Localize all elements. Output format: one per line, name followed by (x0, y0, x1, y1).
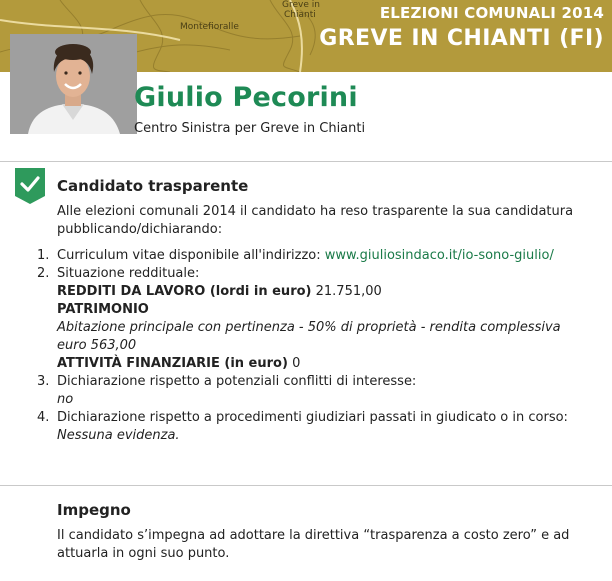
conflict-value: no (57, 392, 74, 407)
election-label: ELEZIONI COMUNALI 2014 (379, 4, 604, 22)
transparency-title: Candidato trasparente (57, 177, 249, 195)
map-label-montefioralle: Montefioralle (180, 22, 239, 32)
work-income-row (57, 283, 577, 301)
assets-detail: Abitazione principale con pertinenza - 50% di proprietà - rendita complessiva euro 563,00 (57, 320, 561, 353)
avatar (10, 34, 137, 134)
work-income-label: REDDITI DA LAVORO (lordi in euro) (57, 284, 312, 299)
cv-label: Curriculum vitae disponibile all'indirizzo: (57, 248, 321, 263)
commitment-section (57, 501, 577, 563)
map-label-greve: Greve in (282, 0, 320, 10)
judicial-label: Dichiarazione rispetto a procedimenti giudiziari passati in giudicato o in corso: (57, 410, 568, 425)
map-label-chianti: Chianti (284, 10, 316, 20)
divider-top (0, 161, 612, 162)
commitment-text: Il candidato s’impegna ad adottare la direttiva “trasparenza a costo zero” e ad attuarla in ogni suo punto. (57, 528, 570, 561)
list-item-conflict (57, 373, 577, 409)
work-income-value: 21.751,00 (315, 284, 382, 299)
commitment-title: Impegno (57, 501, 131, 519)
candidate-name: Giulio Pecorini (134, 82, 358, 113)
divider-bottom (0, 485, 612, 486)
transparency-intro: Alle elezioni comunali 2014 il candidato ha reso trasparente la sua candidatura pubblicando/dichiarando: (57, 204, 574, 237)
financial-value: 0 (292, 356, 301, 371)
financial-row (57, 355, 577, 373)
income-label: Situazione reddituale: (57, 266, 200, 281)
candidate-photo (10, 34, 137, 134)
conflict-label: Dichiarazione rispetto a potenziali conflitti di interesse: (57, 374, 417, 389)
town-label: GREVE IN CHIANTI (FI) (319, 26, 604, 51)
list-item-income (57, 265, 577, 373)
financial-label: ATTIVITÀ FINANZIARIE (in euro) (57, 356, 288, 371)
assets-label: PATRIMONIO (57, 302, 149, 317)
list-item-cv (57, 247, 577, 265)
transparency-list (57, 247, 577, 445)
candidate-list: Centro Sinistra per Greve in Chianti (134, 121, 366, 136)
banner-title (319, 6, 604, 50)
cv-link[interactable]: www.giuliosindaco.it/io-sono-giulio/ (324, 248, 554, 263)
checkmark-icon (15, 168, 45, 204)
list-item-judicial (57, 409, 577, 445)
transparency-section (57, 177, 577, 445)
judicial-value: Nessuna evidenza. (57, 428, 180, 443)
